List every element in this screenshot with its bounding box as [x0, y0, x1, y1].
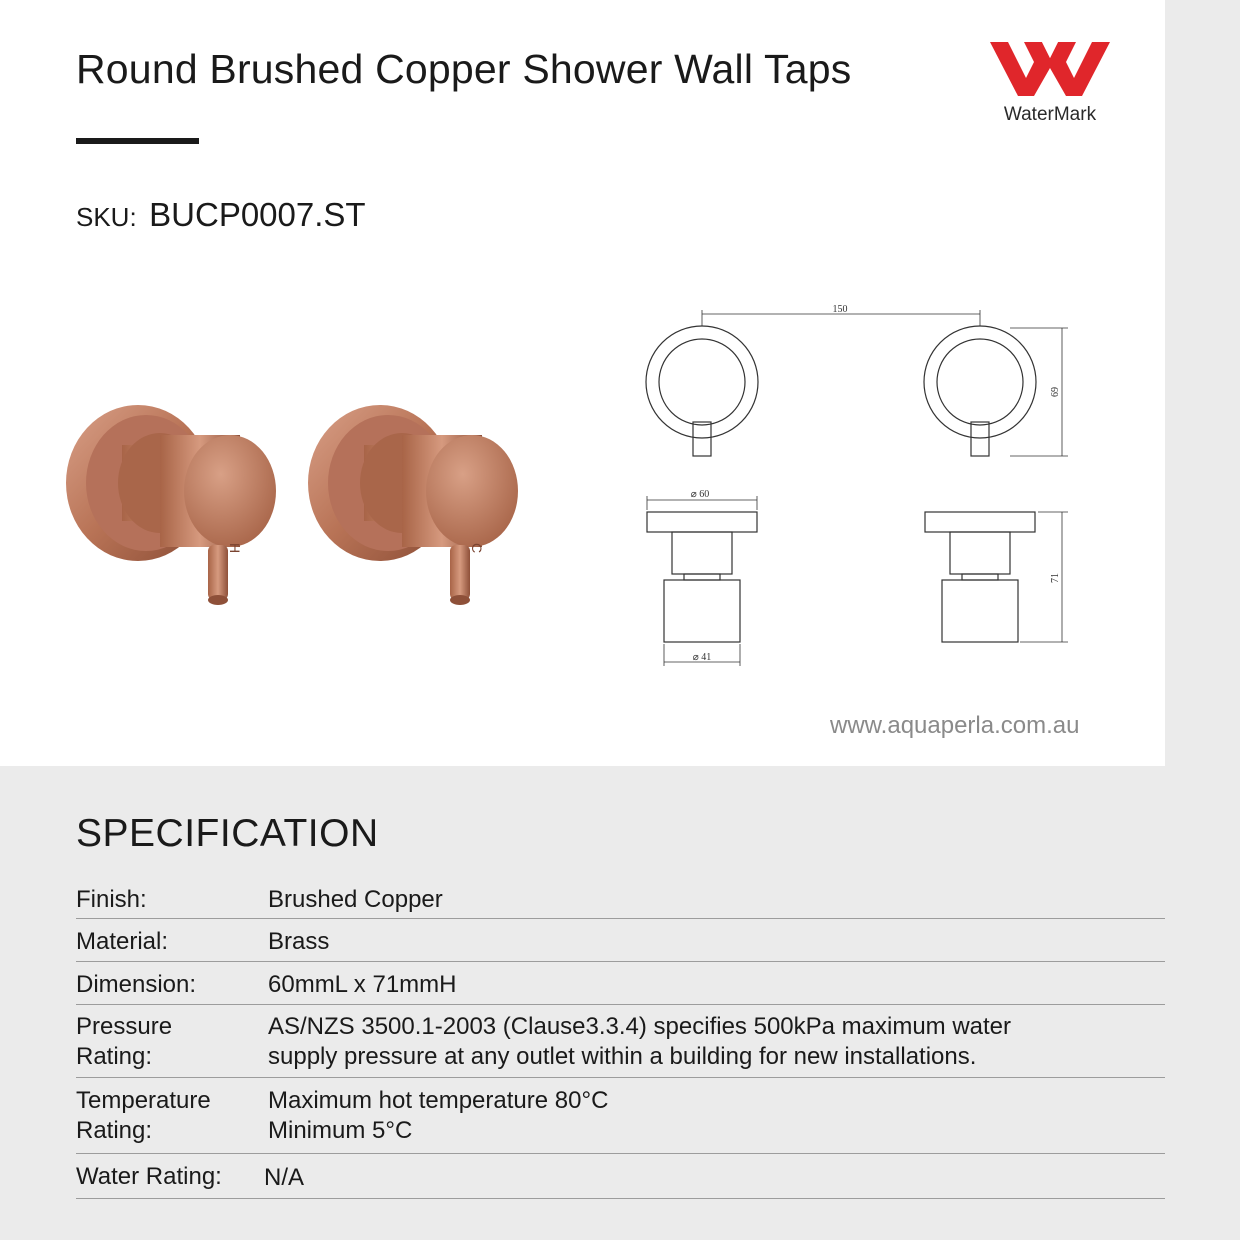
spec-label: Material: [76, 928, 169, 955]
sku-value: BUCP0007.ST [149, 196, 366, 233]
watermark-logo-text: WaterMark [1003, 104, 1097, 125]
sku-label: SKU: [76, 202, 137, 232]
side-strip [1165, 0, 1240, 766]
spec-value: 60mmL x 71mmH [268, 971, 457, 998]
specification-table [76, 878, 1165, 1199]
spec-label: Water Rating: [76, 1163, 222, 1190]
hot-tap [66, 405, 276, 605]
spec-value: Maximum hot temperature 80°C Minimum 5°C [268, 1087, 609, 1144]
specification-heading: SPECIFICATION [76, 812, 379, 855]
page-title: Round Brushed Copper Shower Wall Taps [76, 46, 852, 92]
dimension-height-top: 69 [1050, 387, 1061, 397]
spec-row-pressure-rating [76, 1005, 1165, 1078]
spec-row-finish [76, 878, 1165, 919]
spec-label: Dimension: [76, 971, 197, 998]
dimension-spacing: 150 [832, 304, 848, 315]
dimension-flange-diameter: ⌀ 60 [690, 489, 710, 500]
title-underline [76, 138, 199, 144]
spec-label: Finish: [76, 886, 147, 913]
spec-value: N/A [264, 1164, 305, 1191]
spec-value: Brass [268, 928, 330, 955]
spec-value: AS/NZS 3500.1-2003 (Clause3.3.4) specifies 500kPa maximum water supply pressure at any outlet within a building for new installations. [268, 1013, 1012, 1070]
website-url[interactable]: www.aquaperla.com.au [830, 712, 1080, 739]
dimension-body-diameter: ⌀ 41 [692, 652, 712, 663]
spec-value: Brushed Copper [268, 886, 443, 913]
sku [76, 196, 366, 234]
spec-label: Pressure Rating: [76, 1013, 173, 1070]
technical-drawing [630, 290, 1080, 675]
hot-marking: H [227, 543, 243, 554]
spec-label: Temperature Rating: [76, 1087, 211, 1144]
cold-tap [308, 405, 518, 605]
watermark-logo [988, 38, 1112, 130]
product-photo [60, 395, 540, 625]
spec-row-water-rating [76, 1154, 1165, 1199]
dimension-depth: 71 [1050, 573, 1061, 583]
cold-marking: C [469, 543, 485, 554]
spec-row-material [76, 919, 1165, 962]
spec-row-dimension [76, 962, 1165, 1005]
spec-row-temperature-rating [76, 1078, 1165, 1154]
watermark-logo-icon [988, 38, 1112, 100]
